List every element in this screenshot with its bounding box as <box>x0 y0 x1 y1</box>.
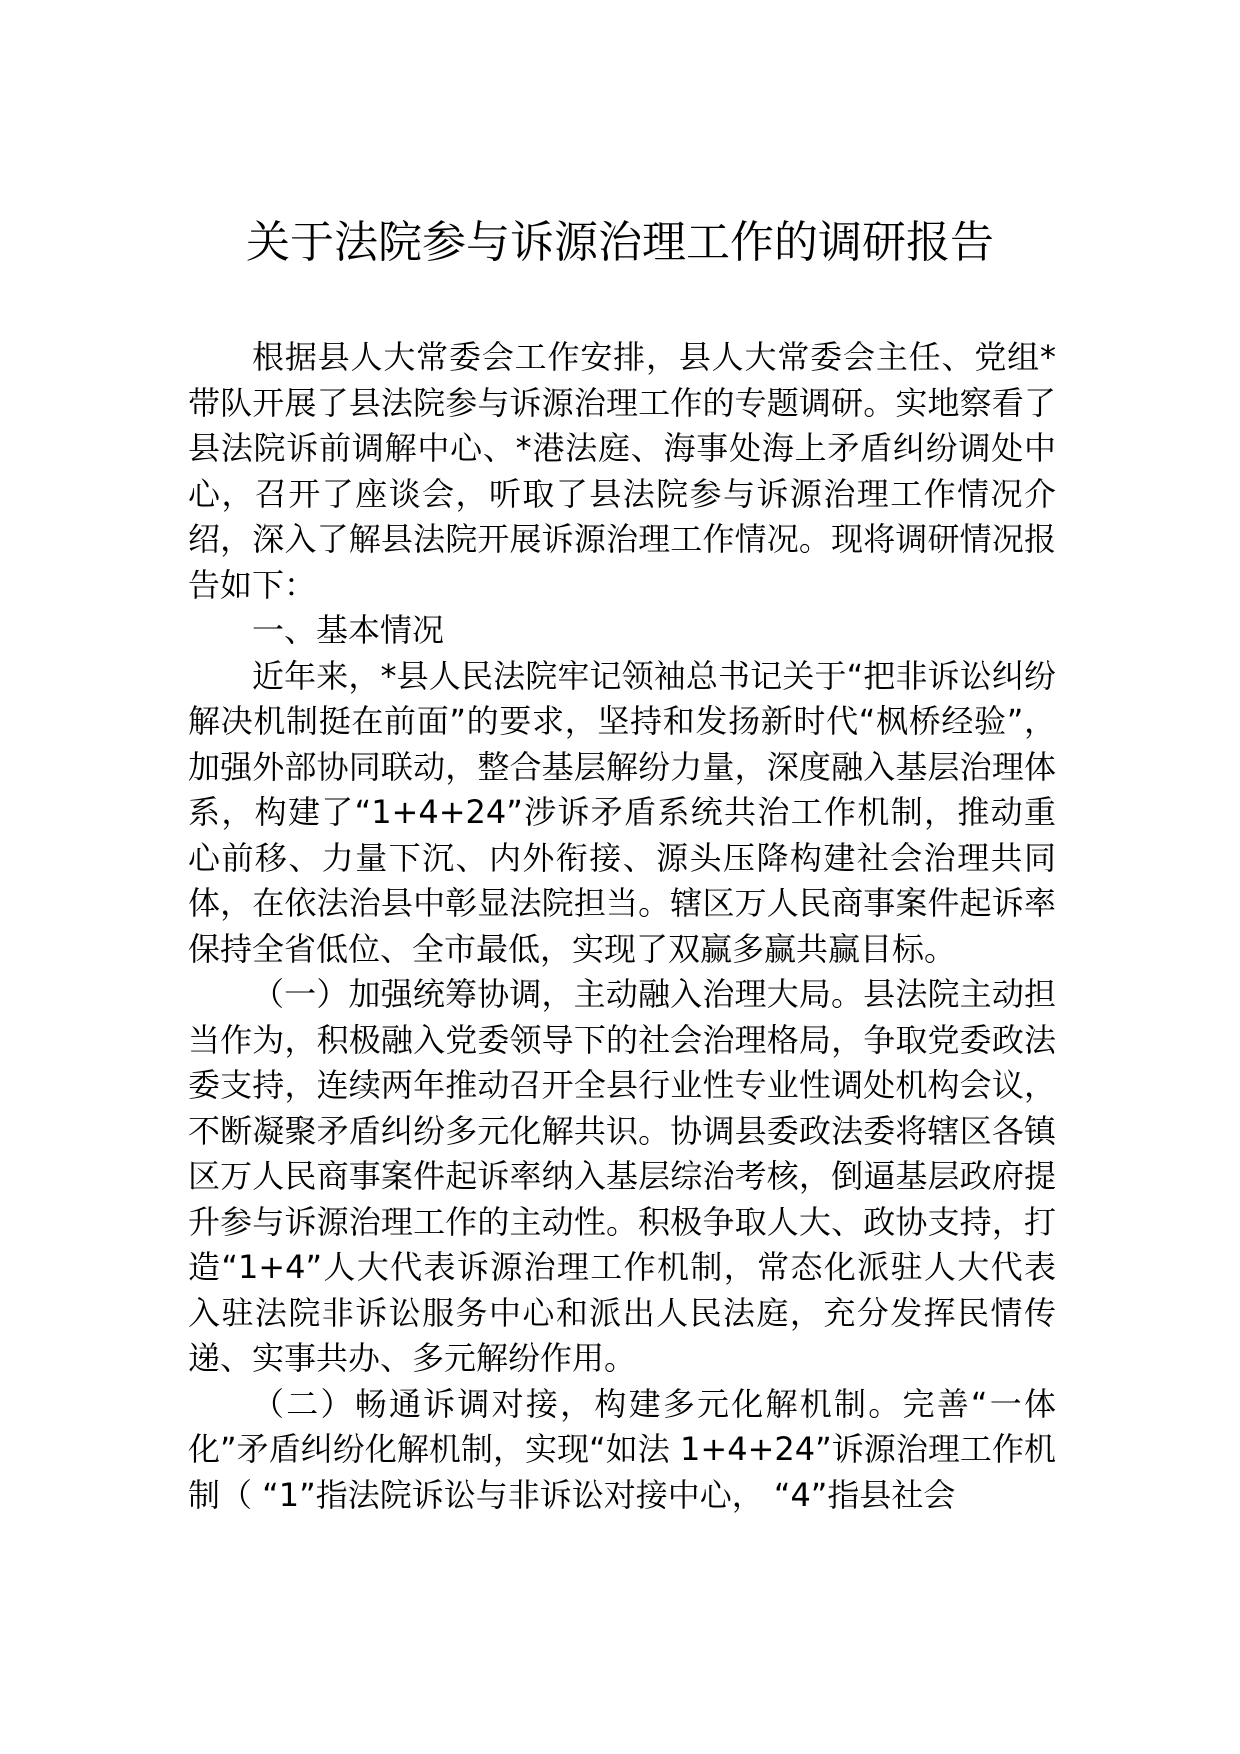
overview-paragraph: 近年来，*县人民法院牢记领袖总书记关于“把非诉讼纠纷解决机制挺在前面”的要求，坚持和发扬新时代“枫桥经验”，加强外部协同联动，整合基层解纷力量，深度融入基层治理体系，构建了“1+4+24”涉诉矛盾系统共治工作机制，推动重心前移、力量下沉、内外衔接、源头压降构建社会治理共同体，在依法治县中彰显法院担当。辖区万人民商事案件起诉率保持全省低位、全市最低，实现了双赢多赢共赢目标。 <box>188 656 1056 968</box>
intro-paragraph: 根据县人大常委会工作安排，县人大常委会主任、党组*带队开展了县法院参与诉源治理工作的专题调研。实地察看了县法院诉前调解中心、*港法庭、海事处海上矛盾纠纷调处中心，召开了座谈会，听取了县法院参与诉源治理工作情况介绍，深入了解县法院开展诉源治理工作情况。现将调研情况报告如下： <box>188 338 1056 604</box>
document-title: 关于法院参与诉源治理工作的调研报告 <box>246 217 994 268</box>
section-heading-basic-situation: 一、基本情况 <box>252 611 445 649</box>
subsection-2-paragraph: （二）畅通诉调对接，构建多元化解机制。完善“一体化”矛盾纠纷化解机制，实现“如法 1+4+24”诉源治理工作机制（ “1”指法院诉讼与非诉讼对接中心， “4”指县社会 <box>188 1384 1056 1514</box>
subsection-1-paragraph: （一）加强统筹协调，主动融入治理大局。县法院主动担当作为，积极融入党委领导下的社会治理格局，争取党委政法委支持，连续两年推动召开全县行业性专业性调处机构会议，不断凝聚矛盾纠纷多元化解共识。协调县委政法委将辖区各镇区万人民商事案件起诉率纳入基层综治考核，倒逼基层政府提升参与诉源治理工作的主动性。积极争取人大、政协支持，打造“1+4”人大代表诉源治理工作机制，常态化派驻人大代表入驻法院非诉讼服务中心和派出人民法庭，充分发挥民情传递、实事共办、多元解纷作用。 <box>188 975 1056 1377</box>
document-body <box>188 335 1056 1518</box>
